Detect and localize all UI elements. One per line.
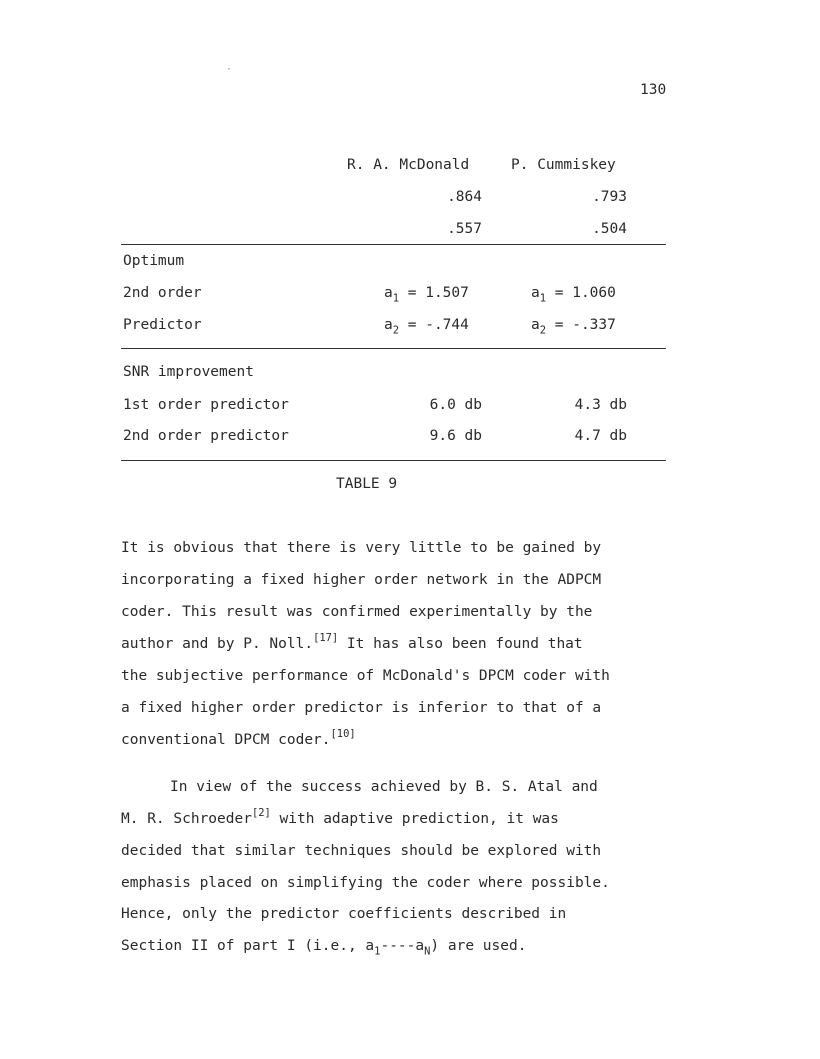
paragraph-2-line-2: M. R. Schroeder[2] with adaptive prediction, it was — [121, 807, 559, 827]
scan-speck — [228, 68, 230, 70]
table-rule-1 — [121, 244, 666, 245]
row-label-1st-order-predictor: 1st order predictor — [123, 397, 289, 413]
citation-2: [2] — [251, 807, 271, 820]
table-cell: 4.3 db — [574, 397, 627, 413]
table-rule-2 — [121, 348, 666, 349]
table-caption: TABLE 9 — [336, 476, 398, 492]
paragraph-2-line-6: Section II of part I (i.e., $a_1----a_N$) are used. — [121, 938, 527, 958]
coefficient-cummiskey-a1: $a_1 = 1.060$ — [531, 285, 616, 305]
paragraph-2-line-3: decided that similar techniques should be explored with — [121, 843, 602, 859]
row-label-snr: SNR improvement — [123, 364, 254, 380]
coefficient-mcdonald-a1: $a_1 = 1.507$ — [384, 285, 469, 305]
coefficient-cummiskey-a2: $a_2 = -.337$ — [531, 317, 616, 337]
row-label-predictor: Predictor — [123, 317, 202, 333]
paragraph-1-line-5: the subjective performance of McDonald's DPCM coder with — [121, 668, 610, 684]
paragraph-1-line-7: conventional DPCM coder.[10] — [121, 728, 356, 748]
table-cell: 9.6 db — [429, 428, 482, 444]
paragraph-1-line-6: a fixed higher order predictor is inferior to that of a — [121, 700, 602, 716]
citation-10: [10] — [330, 728, 356, 741]
paragraph-2-line-5: Hence, only the predictor coefficients described in — [121, 906, 567, 922]
paragraph-2-line-4: emphasis placed on simplifying the coder where possible. — [121, 875, 610, 891]
paragraph-1-line-2: incorporating a fixed higher order network in the ADPCM — [121, 572, 602, 588]
table-cell: 6.0 db — [429, 397, 482, 413]
paragraph-2-line-1: In view of the success achieved by B. S. Atal and — [170, 779, 598, 795]
table-header-cummiskey: P. Cummiskey — [511, 157, 616, 173]
row-label-2nd-order: 2nd order — [123, 285, 202, 301]
table-cell: .793 — [592, 189, 627, 205]
table-cell: .504 — [592, 221, 627, 237]
row-label-2nd-order-predictor: 2nd order predictor — [123, 428, 289, 444]
citation-17: [17] — [313, 632, 339, 645]
paragraph-1-line-1: It is obvious that there is very little to be gained by — [121, 540, 602, 556]
paragraph-1-line-3: coder. This result was confirmed experimentally by the — [121, 604, 593, 620]
page-number: 130 — [640, 82, 667, 98]
table-cell: .557 — [447, 221, 482, 237]
table-header-mcdonald: R. A. McDonald — [347, 157, 470, 173]
paragraph-1-line-4: author and by P. Noll.[17] It has also been found that — [121, 632, 583, 652]
row-label-optimum: Optimum — [123, 253, 185, 269]
coefficient-mcdonald-a2: $a_2 = -.744$ — [384, 317, 469, 337]
table-cell: .864 — [447, 189, 482, 205]
table-cell: 4.7 db — [574, 428, 627, 444]
table-rule-3 — [121, 460, 666, 461]
